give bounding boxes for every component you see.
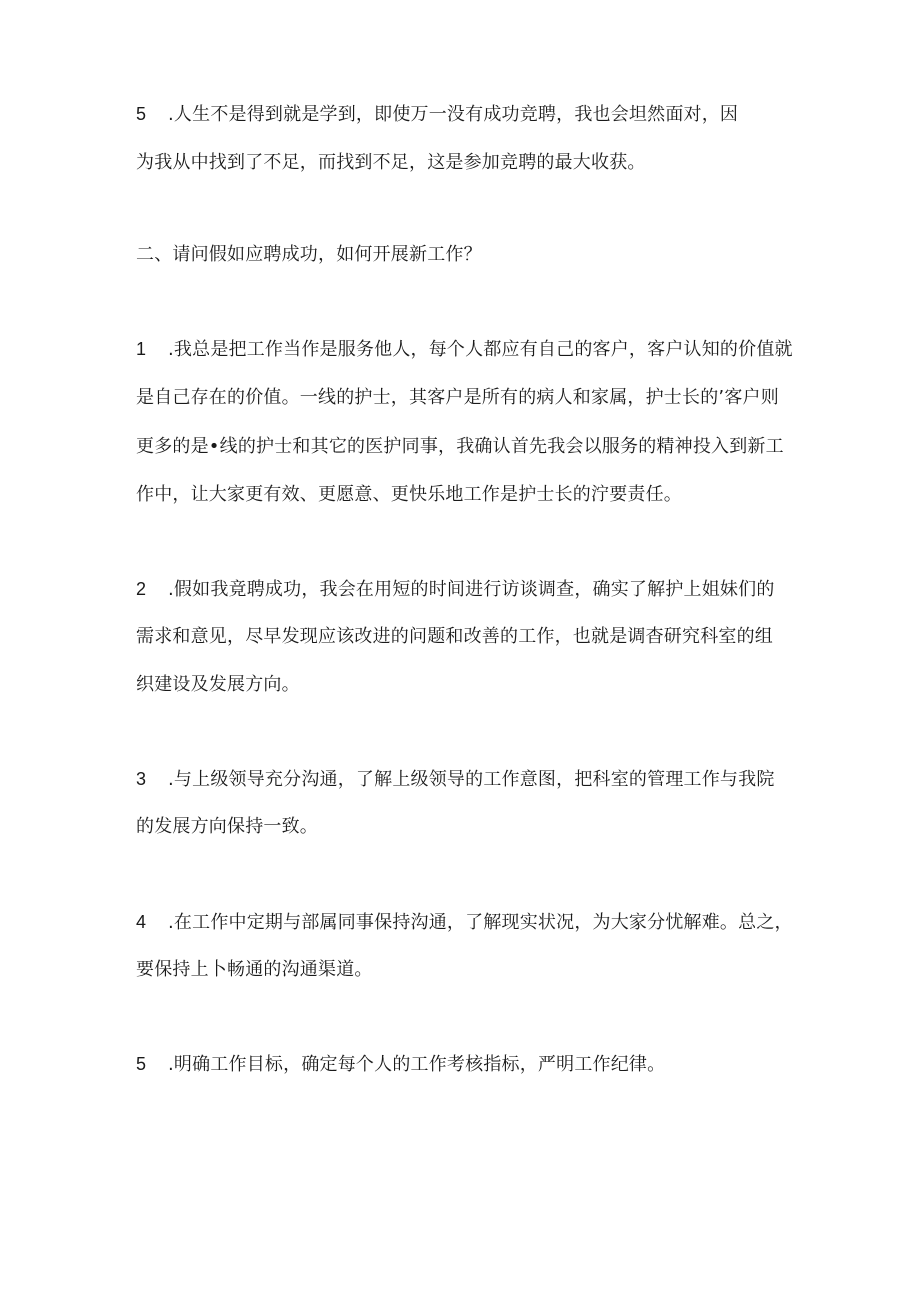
paragraph-text: .假如我竟聘成功，我会在用短的时间进行访谈调查，确实了解护上姐妹们的 <box>168 579 775 600</box>
paragraph-2-line-3 <box>136 673 300 697</box>
paragraph-1-line-4 <box>136 483 682 507</box>
paragraph-text: .人生不是得到就是学到，即使万一没有成功竞聘，我也会坦然面对，因 <box>168 104 739 125</box>
paragraph-text: 更多的是•线的护士和其它的医护同事，我确认首先我会以服务的精神投入到新工 <box>136 436 784 457</box>
paragraph-text: 需求和意见，尽早发现应该改进的问题和改善的工作，也就是调杳研究科室的组 <box>136 626 773 647</box>
paragraph-text: .我总是把工作当作是服务他人，每个人都应有自己的客户，客户认知的价值就 <box>168 339 793 360</box>
paragraph-number: 3 <box>136 769 147 789</box>
paragraph-4-line-1 <box>136 910 793 935</box>
paragraph-3-line-2 <box>136 815 318 839</box>
paragraph-text: 的发展方向保持一致。 <box>136 816 318 837</box>
paragraph-5a-line-1 <box>136 102 738 127</box>
paragraph-number: 5 <box>136 104 147 124</box>
paragraph-1-line-1 <box>136 337 793 362</box>
paragraph-1-line-2 <box>136 386 779 410</box>
paragraph-text: 为我从中找到了不足，而找到不足，这是参加竞聘的最大收获。 <box>136 152 646 173</box>
paragraph-text: 作中，让大家更有效、更愿意、更快乐地工作是护士长的泞要责任。 <box>136 484 682 505</box>
paragraph-2-line-2 <box>136 625 773 649</box>
paragraph-text: 是自己存在的价值。一线的护士，其客户是所有的病人和家属，护士长的’客户则 <box>136 387 779 408</box>
paragraph-number: 5 <box>136 1054 147 1074</box>
paragraph-number: 1 <box>136 339 147 359</box>
section-heading-text: 二、请问假如应聘成功，如何开展新工作？ <box>136 244 482 265</box>
paragraph-text: .明确工作目标，确定每个人的工作考核指标，严明工作纪律。 <box>168 1054 666 1075</box>
paragraph-5a-line-2 <box>136 151 646 175</box>
paragraph-5b-line-1 <box>136 1052 665 1077</box>
paragraph-text: 织建设及发展方向。 <box>136 674 300 695</box>
paragraph-3-line-1 <box>136 767 775 792</box>
paragraph-4-line-2 <box>136 958 373 982</box>
paragraph-2-line-1 <box>136 577 775 602</box>
paragraph-number: 4 <box>136 912 147 932</box>
paragraph-1-line-3 <box>136 435 784 459</box>
paragraph-number: 2 <box>136 579 147 599</box>
paragraph-text: .与上级领导充分沟通，了解上级领导的工作意图，把科室的管理工作与我院 <box>168 769 775 790</box>
section-heading <box>136 243 482 267</box>
paragraph-text: 要保持上卜畅通的沟通渠道。 <box>136 959 373 980</box>
paragraph-text: .在工作中定期与部属同事保持沟通，了解现实状况，为大家分忧解难。总之， <box>168 912 793 933</box>
